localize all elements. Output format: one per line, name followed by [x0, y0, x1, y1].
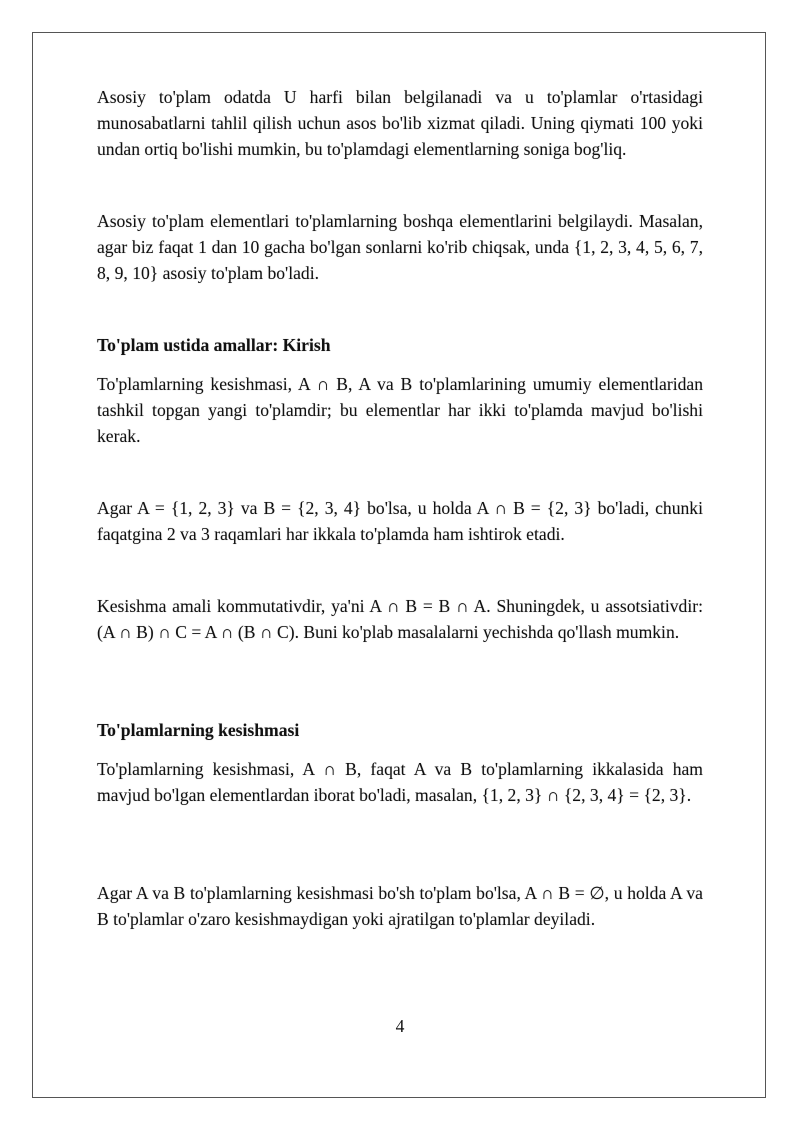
paragraph-intersection-elements: To'plamlarning kesishmasi, A ∩ B, faqat A va B to'plamlarning ikkalasida ham mavjud bo'lgan elementlardan iborat bo'ladi, masalan, {1, 2, 3} ∩ {2, 3, 4} = {2, 3}.: [97, 759, 703, 805]
heading-set-operations: To'plam ustida amallar: Kirish: [97, 335, 331, 355]
paragraph-disjoint-sets: Agar A va B to'plamlarning kesishmasi bo'sh to'plam bo'lsa, A ∩ B = ∅, u holda A va B to'plamlar o'zaro kesishmaydigan yoki ajratilgan to'plamlar deyiladi.: [97, 883, 703, 929]
paragraph-universal-set-intro: Asosiy to'plam odatda U harfi bilan belgilanadi va u to'plamlar o'rtasidagi munosabatlarni tahlil qilish uchun asos bo'lib xizmat qiladi. Uning qiymati 100 yoki undan ortiq bo'lishi mumkin, bu to'plamdagi elementlarning soniga bog'liq.: [97, 87, 703, 159]
paragraph-intersection-properties: Kesishma amali kommutativdir, ya'ni A ∩ B = B ∩ A. Shuningdek, u assotsiativdir: (A ∩ B) ∩ C = A ∩ (B ∩ C). Buni ko'plab masalalarni yechishda qo'llash mumkin.: [97, 596, 703, 642]
page-number: 4: [395, 1016, 405, 1036]
paragraph-intersection-definition: To'plamlarning kesishmasi, A ∩ B, A va B to'plamlarining umumiy elementlaridan tashkil topgan yangi to'plamdir; bu elementlar har ikki to'plamda mavjud bo'lishi kerak.: [97, 374, 703, 446]
paragraph-universal-set-example: Asosiy to'plam elementlari to'plamlarning boshqa elementlarini belgilaydi. Masalan, agar biz faqat 1 dan 10 gacha bo'lgan sonlarni ko'rib chiqsak, unda {1, 2, 3, 4, 5, 6, 7, 8, 9, 10} asosiy to'plam bo'ladi.: [97, 211, 703, 283]
heading-set-intersection: To'plamlarning kesishmasi: [97, 720, 300, 740]
page-border: [32, 32, 766, 1098]
paragraph-intersection-example: Agar A = {1, 2, 3} va B = {2, 3, 4} bo'lsa, u holda A ∩ B = {2, 3} bo'ladi, chunki faqatgina 2 va 3 raqamlari har ikkala to'plamda ham ishtirok etadi.: [97, 498, 703, 544]
